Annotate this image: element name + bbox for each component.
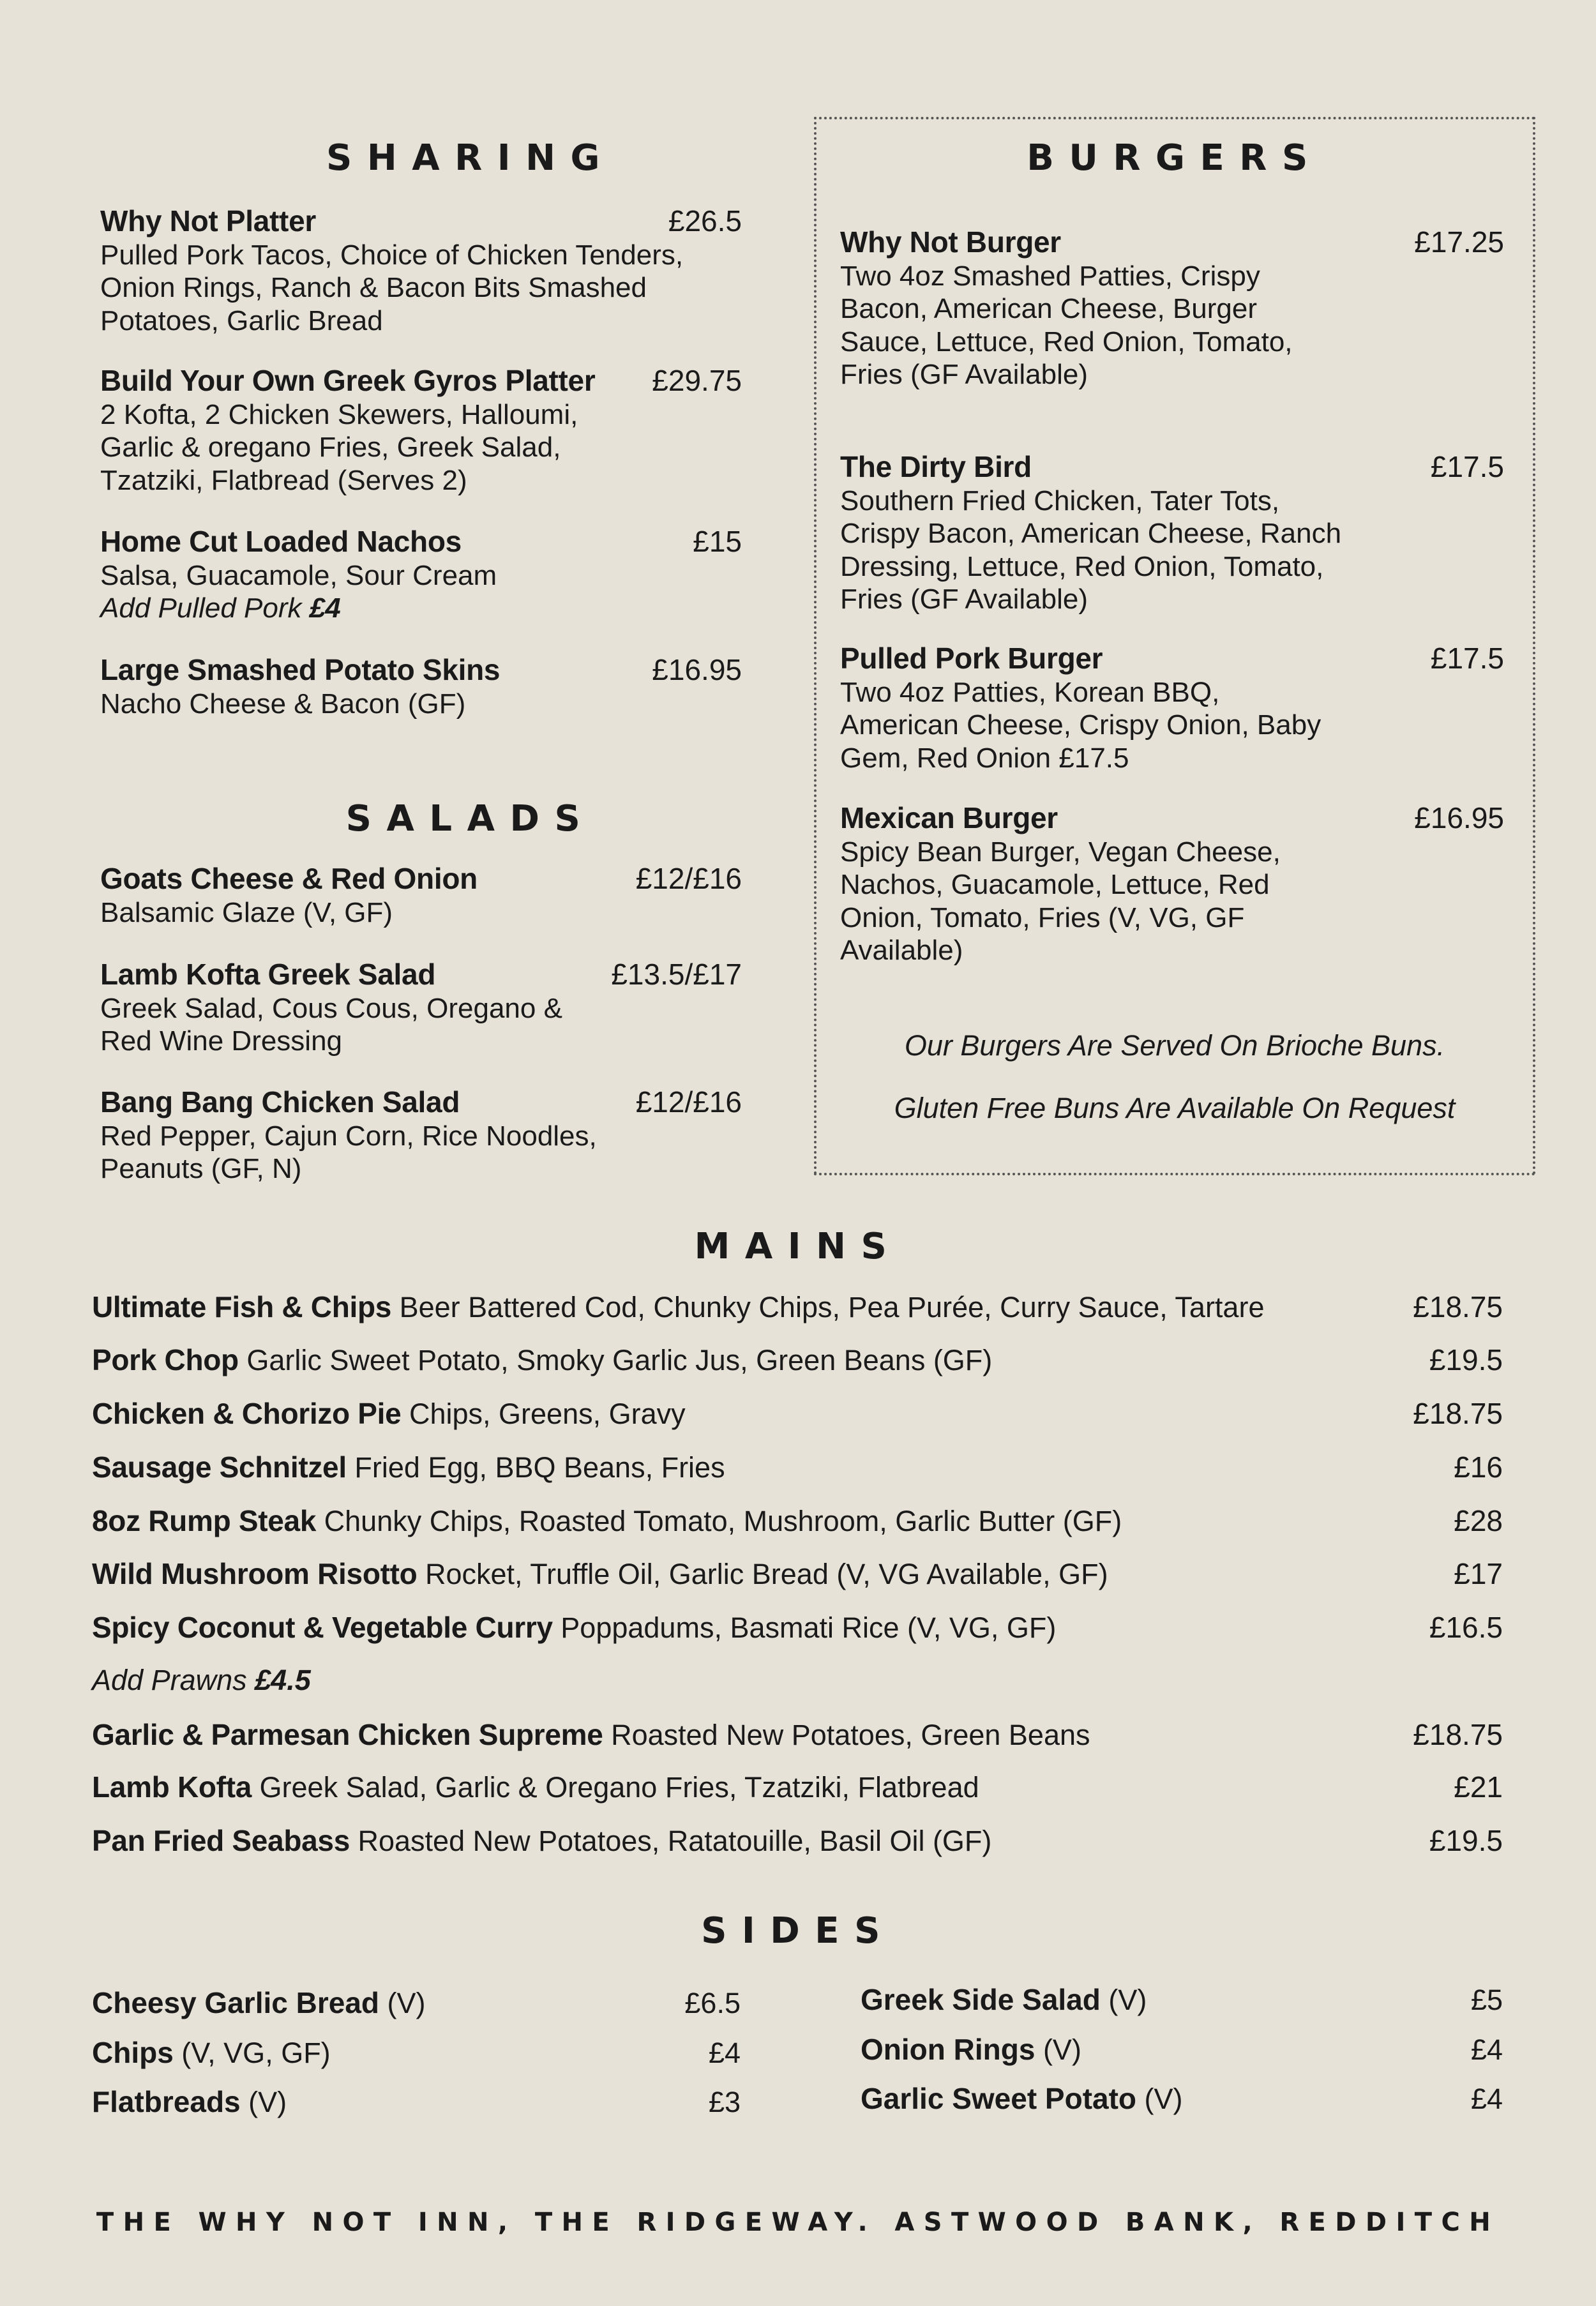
main-item-rump-steak bbox=[92, 1503, 1503, 1538]
addon-text: Add Prawns bbox=[92, 1664, 247, 1696]
menu-item-goats-cheese bbox=[100, 862, 742, 929]
mains-heading: MAINS bbox=[694, 1226, 902, 1267]
item-price: £16.95 bbox=[652, 653, 742, 686]
side-item-flatbreads bbox=[92, 2084, 741, 2119]
item-description: Chunky Chips, Roasted Tomato, Mushroom, Garlic Butter (GF) bbox=[324, 1505, 1122, 1537]
item-name: Wild Mushroom Risotto bbox=[92, 1557, 418, 1590]
main-item-chicken-chorizo-pie bbox=[92, 1396, 1503, 1431]
item-price: £13.5/£17 bbox=[611, 958, 742, 991]
menu-item-bang-bang-chicken bbox=[100, 1085, 742, 1186]
menu-item-why-not-platter bbox=[100, 204, 742, 337]
item-description: Pulled Pork Tacos, Choice of Chicken Tenders, Onion Rings, Ranch & Bacon Bits Smashed Potatoes, Garlic Bread bbox=[100, 239, 684, 336]
item-price: £18.75 bbox=[1413, 1718, 1503, 1751]
item-tag: (V) bbox=[387, 1987, 426, 2019]
item-name: Why Not Platter bbox=[100, 204, 316, 237]
item-name: Flatbreads bbox=[92, 2085, 241, 2118]
item-description: Greek Salad, Cous Cous, Oregano & Red Wine Dressing bbox=[100, 992, 562, 1057]
item-price: £12/£16 bbox=[635, 1085, 742, 1119]
item-price: £4 bbox=[1470, 2083, 1503, 2115]
main-item-chicken-supreme bbox=[92, 1717, 1503, 1752]
side-item-chips bbox=[92, 2035, 741, 2070]
item-name: Cheesy Garlic Bread bbox=[92, 1986, 380, 2019]
item-price: £5 bbox=[1470, 1984, 1503, 2016]
item-price: £18.75 bbox=[1413, 1397, 1503, 1430]
main-item-seabass bbox=[92, 1823, 1503, 1858]
item-addon bbox=[100, 592, 742, 624]
main-item-sausage-schnitzel bbox=[92, 1450, 1503, 1484]
item-description: Rocket, Truffle Oil, Garlic Bread (V, VG Available, GF) bbox=[425, 1558, 1108, 1590]
side-item-cheesy-garlic-bread bbox=[92, 1986, 741, 2020]
addon-price: £4.5 bbox=[255, 1664, 311, 1696]
item-price: £17.25 bbox=[1414, 225, 1504, 259]
item-name: Spicy Coconut & Vegetable Curry bbox=[92, 1611, 553, 1644]
addon-text: Add Pulled Pork bbox=[100, 592, 302, 624]
item-price: £17.5 bbox=[1430, 450, 1504, 483]
salads-heading: SALADS bbox=[345, 798, 596, 840]
main-item-vegetable-curry bbox=[92, 1610, 1503, 1645]
item-name: Pulled Pork Burger bbox=[840, 642, 1103, 675]
item-name: Chicken & Chorizo Pie bbox=[92, 1397, 402, 1430]
item-description: Greek Salad, Garlic & Oregano Fries, Tzatziki, Flatbread bbox=[259, 1771, 979, 1804]
item-description: Roasted New Potatoes, Green Beans bbox=[611, 1719, 1090, 1751]
item-name: Build Your Own Greek Gyros Platter bbox=[100, 364, 596, 397]
item-name: Pan Fried Seabass bbox=[92, 1824, 350, 1857]
item-name: The Dirty Bird bbox=[840, 450, 1032, 483]
item-description: Fried Egg, BBQ Beans, Fries bbox=[354, 1451, 725, 1484]
side-item-greek-side-salad bbox=[861, 1982, 1503, 2017]
item-description: Nacho Cheese & Bacon (GF) bbox=[100, 688, 466, 720]
item-price: £12/£16 bbox=[635, 862, 742, 895]
item-tag: (V) bbox=[1108, 1984, 1147, 2016]
item-description: Southern Fried Chicken, Tater Tots, Crispy Bacon, American Cheese, Ranch Dressing, Lettuce, Red Onion, Tomato, Fries (GF Available) bbox=[840, 485, 1342, 615]
item-price: £4 bbox=[708, 2037, 741, 2069]
item-price: £6.5 bbox=[684, 1987, 741, 2019]
menu-item-mexican-burger bbox=[840, 801, 1504, 967]
item-name: Large Smashed Potato Skins bbox=[100, 653, 501, 686]
item-name: Ultimate Fish & Chips bbox=[92, 1290, 392, 1323]
item-name: Why Not Burger bbox=[840, 225, 1061, 259]
item-description: Two 4oz Patties, Korean BBQ, American Cheese, Crispy Onion, Baby Gem, Red Onion £17.5 bbox=[840, 676, 1321, 774]
item-description: Chips, Greens, Gravy bbox=[409, 1398, 686, 1430]
main-item-fish-chips bbox=[92, 1290, 1503, 1324]
item-price: £4 bbox=[1470, 2033, 1503, 2066]
item-description: Poppadums, Basmati Rice (V, VG, GF) bbox=[561, 1611, 1057, 1644]
main-item-mushroom-risotto bbox=[92, 1556, 1503, 1591]
item-price: £19.5 bbox=[1429, 1824, 1503, 1857]
item-price: £17 bbox=[1454, 1557, 1503, 1590]
item-tag: (V, VG, GF) bbox=[181, 2037, 331, 2069]
item-name: Garlic & Parmesan Chicken Supreme bbox=[92, 1718, 603, 1751]
item-price: £29.75 bbox=[652, 364, 742, 397]
item-name: Garlic Sweet Potato bbox=[861, 2082, 1137, 2115]
item-name: Lamb Kofta Greek Salad bbox=[100, 958, 436, 991]
menu-item-potato-skins bbox=[100, 653, 742, 720]
menu-item-greek-gyros-platter bbox=[100, 364, 742, 497]
item-name: Greek Side Salad bbox=[861, 1983, 1101, 2016]
item-name: Onion Rings bbox=[861, 2033, 1035, 2066]
item-price: £16.95 bbox=[1414, 801, 1504, 834]
item-price: £18.75 bbox=[1413, 1290, 1503, 1323]
item-name: Lamb Kofta bbox=[92, 1770, 252, 1804]
item-price: £21 bbox=[1454, 1770, 1503, 1804]
item-tag: (V) bbox=[248, 2086, 287, 2118]
menu-item-dirty-bird bbox=[840, 450, 1504, 616]
item-description: Spicy Bean Burger, Vegan Cheese, Nachos, Guacamole, Lettuce, Red Onion, Tomato, Fries (V, VG, GF Available) bbox=[840, 836, 1281, 967]
side-item-onion-rings bbox=[861, 2032, 1503, 2067]
item-name: Bang Bang Chicken Salad bbox=[100, 1085, 460, 1119]
item-price: £19.5 bbox=[1429, 1343, 1503, 1376]
burgers-heading: BURGERS bbox=[1027, 137, 1323, 179]
item-price: £26.5 bbox=[668, 204, 742, 237]
item-price: £3 bbox=[708, 2086, 741, 2118]
item-name: Sausage Schnitzel bbox=[92, 1451, 347, 1484]
menu-item-pulled-pork-burger bbox=[840, 642, 1504, 774]
item-name: 8oz Rump Steak bbox=[92, 1504, 317, 1537]
menu-item-loaded-nachos bbox=[100, 525, 742, 625]
footer-address: THE WHY NOT INN, THE RIDGEWAY. ASTWOOD BANK, REDDITCH bbox=[96, 2208, 1500, 2237]
mains-addon-prawns bbox=[92, 1664, 311, 1697]
item-price: £16 bbox=[1454, 1451, 1503, 1484]
menu-item-lamb-kofta-salad bbox=[100, 958, 742, 1058]
item-name: Home Cut Loaded Nachos bbox=[100, 525, 462, 558]
item-description: Roasted New Potatoes, Ratatouille, Basil Oil (GF) bbox=[358, 1825, 992, 1857]
item-description: Two 4oz Smashed Patties, Crispy Bacon, American Cheese, Burger Sauce, Lettuce, Red Onion, Tomato, Fries (GF Available) bbox=[840, 260, 1293, 391]
item-name: Goats Cheese & Red Onion bbox=[100, 862, 478, 895]
side-item-garlic-sweet-potato bbox=[861, 2081, 1503, 2116]
item-name: Pork Chop bbox=[92, 1343, 239, 1376]
item-tag: (V) bbox=[1043, 2033, 1081, 2066]
main-item-lamb-kofta bbox=[92, 1770, 1503, 1804]
burgers-note-brioche: Our Burgers Are Served On Brioche Buns. bbox=[904, 1029, 1445, 1062]
item-price: £15 bbox=[693, 525, 742, 558]
sides-heading: SIDES bbox=[701, 1910, 895, 1952]
burgers-note-gluten-free: Gluten Free Buns Are Available On Request bbox=[894, 1092, 1456, 1124]
item-tag: (V) bbox=[1144, 2083, 1183, 2115]
item-description: Salsa, Guacamole, Sour Cream bbox=[100, 559, 497, 591]
main-item-pork-chop bbox=[92, 1343, 1503, 1377]
sharing-heading: SHARING bbox=[326, 137, 615, 179]
item-price: £17.5 bbox=[1430, 642, 1504, 675]
addon-price: £4 bbox=[309, 592, 341, 624]
item-price: £28 bbox=[1454, 1504, 1503, 1537]
item-name: Mexican Burger bbox=[840, 801, 1058, 834]
item-price: £16.5 bbox=[1429, 1611, 1503, 1644]
item-name: Chips bbox=[92, 2036, 174, 2069]
menu-item-why-not-burger bbox=[840, 225, 1504, 391]
item-description: 2 Kofta, 2 Chicken Skewers, Halloumi, Garlic & oregano Fries, Greek Salad, Tzatziki, Flatbread (Serves 2) bbox=[100, 398, 578, 496]
item-description: Red Pepper, Cajun Corn, Rice Noodles, Peanuts (GF, N) bbox=[100, 1120, 597, 1185]
item-description: Beer Battered Cod, Chunky Chips, Pea Purée, Curry Sauce, Tartare bbox=[399, 1291, 1265, 1323]
item-description: Balsamic Glaze (V, GF) bbox=[100, 896, 393, 928]
item-description: Garlic Sweet Potato, Smoky Garlic Jus, Green Beans (GF) bbox=[246, 1344, 993, 1376]
